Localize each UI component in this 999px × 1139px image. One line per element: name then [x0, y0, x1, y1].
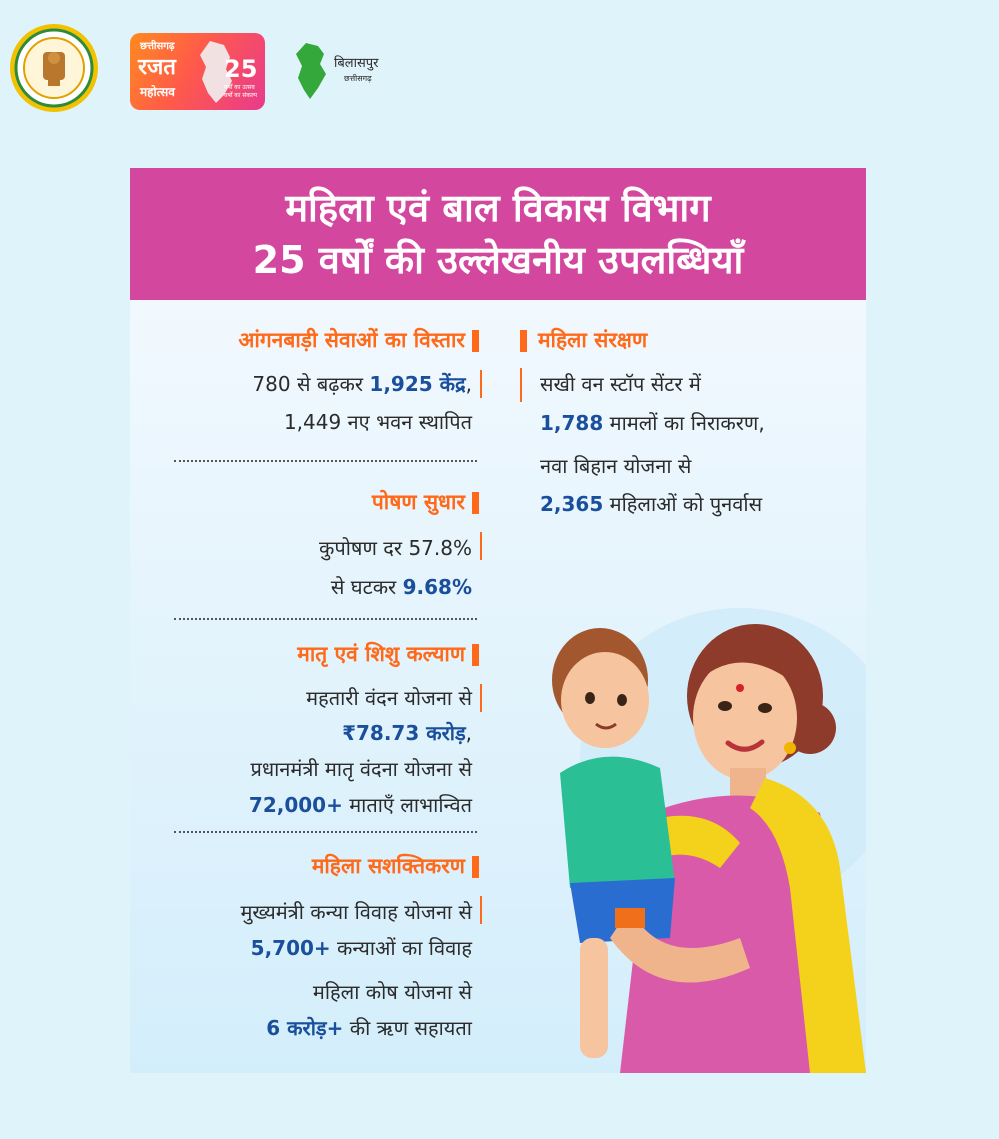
- section-rule: [480, 896, 482, 924]
- maternal-line-1: महतारी वंदन योजना से: [306, 686, 472, 710]
- poster-header: [130, 168, 866, 300]
- empowerment-line-1: मुख्यमंत्री कन्या विवाह योजना से: [240, 900, 472, 924]
- empowerment-line-4: 6 करोड़+ की ऋण सहायता: [266, 1016, 472, 1040]
- divider: [174, 460, 477, 462]
- empowerment-line-3: महिला कोष योजना से: [312, 980, 472, 1004]
- rajat-number: 25: [224, 55, 258, 83]
- section-title-anganwadi: आंगनबाड़ी सेवाओं का विस्तार: [238, 328, 465, 352]
- empowerment-line-2: 5,700+ कन्याओं का विवाह: [250, 936, 472, 960]
- section-title-empowerment: महिला सशक्तिकरण: [311, 854, 465, 878]
- district-name: बिलासपुर: [334, 56, 379, 71]
- section-rule: [520, 368, 522, 402]
- section-title-nutrition: पोषण सुधार: [371, 490, 465, 514]
- protection-line-1: सखी वन स्टॉप सेंटर में: [540, 372, 701, 396]
- poster-title-line1: महिला एवं बाल विकास विभाग: [285, 186, 711, 230]
- govt-seal-logo: [8, 22, 100, 114]
- rajat-bottom-text: महोत्सव: [140, 85, 175, 99]
- mother-child-illustration: [510, 608, 866, 1073]
- protection-line-4: 2,365 महिलाओं को पुनर्वास: [540, 492, 763, 516]
- section-title-maternal: मातृ एवं शिशु कल्याण: [297, 642, 465, 666]
- section-rule: [480, 532, 482, 560]
- poster-title-line2: 25 वर्षों की उल्लेखनीय उपलब्धियाँ: [252, 238, 744, 282]
- section-marker: [472, 644, 479, 666]
- maternal-line-3: प्रधानमंत्री मातृ वंदना योजना से: [250, 757, 472, 781]
- anganwadi-line-1: 780 से बढ़कर 1,925 केंद्र,: [252, 372, 472, 396]
- section-rule: [480, 370, 482, 398]
- bilaspur-logo: [294, 42, 404, 102]
- infographic-poster: [130, 168, 866, 1073]
- section-rule: [480, 684, 482, 712]
- protection-line-2: 1,788 मामलों का निराकरण,: [540, 411, 765, 435]
- rajat-tagline-1: वर्षों का उत्सव: [224, 84, 255, 91]
- maternal-line-2: ₹78.73 करोड़,: [342, 721, 472, 745]
- section-marker: [472, 330, 479, 352]
- divider: [174, 831, 477, 833]
- chhattisgarh-map-icon: [294, 42, 330, 100]
- nutrition-line-2: से घटकर 9.68%: [330, 575, 472, 599]
- protection-line-3: नवा बिहान योजना से: [540, 454, 692, 478]
- maternal-line-4: 72,000+ माताएँ लाभान्वित: [248, 793, 472, 817]
- divider: [174, 618, 477, 620]
- rajat-tagline-2: वर्षों का संकल्प: [224, 92, 257, 99]
- section-marker: [520, 330, 527, 352]
- rajat-mahotsav-logo: [130, 33, 265, 110]
- section-marker: [472, 492, 479, 514]
- district-state: छत्तीसगढ़: [344, 74, 372, 83]
- section-title-protection: महिला संरक्षण: [538, 328, 648, 352]
- nutrition-line-1: कुपोषण दर 57.8%: [319, 536, 472, 560]
- anganwadi-line-2: 1,449 नए भवन स्थापित: [283, 410, 472, 434]
- rajat-top-text: छत्तीसगढ़: [140, 41, 175, 52]
- rajat-mid-text: रजत: [138, 54, 176, 80]
- section-marker: [472, 856, 479, 878]
